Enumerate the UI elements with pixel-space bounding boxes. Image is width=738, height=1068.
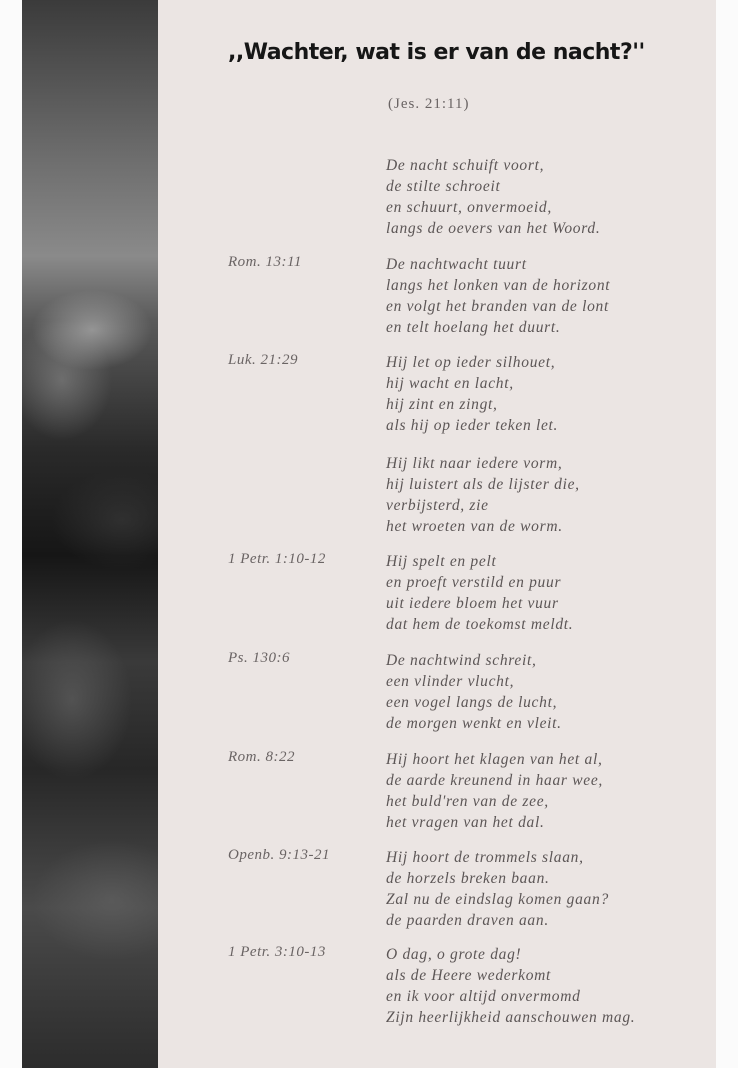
stanza-lines [386,749,603,833]
poem-line: en telt hoelang het duurt. [386,319,561,336]
poem-line: hij luistert als de lijster die, [386,476,580,493]
poem-line: de horzels breken baan. [386,870,550,887]
poem-line: Zal nu de eindslag komen gaan? [386,891,609,908]
poem-line: de morgen wenkt en vleit. [386,715,562,732]
bible-reference: Rom. 8:22 [228,749,295,765]
poem-line: als de Heere wederkomt [386,967,552,984]
poem-line: en volgt het branden van de lont [386,298,609,315]
poem-line: De nachtwind schreit, [386,652,537,669]
bible-reference: 1 Petr. 1:10-12 [228,551,326,567]
poem-line: het buld'ren van de zee, [386,793,549,810]
stanza-lines [386,254,610,338]
stanza-lines [386,944,635,1028]
poem-line: Hij hoort het klagen van het al, [386,751,603,768]
poem-line: De nachtwacht tuurt [386,256,527,273]
poem-line: Hij hoort de trommels slaan, [386,849,584,866]
poem-line: en ik voor altijd onvermomd [386,988,581,1005]
poem-line: langs het lonken van de horizont [386,277,611,294]
poem-title: ,,Wachter, wat is er van de nacht?'' [228,40,645,65]
poem-line: Zijn heerlijkheid aanschouwen mag. [386,1009,636,1026]
poem-line: Hij spelt en pelt [386,553,497,570]
poem-line: dat hem de toekomst meldt. [386,616,574,633]
poem-line: de stilte schroeit [386,178,501,195]
poem-source-reference: (Jes. 21:11) [388,96,470,112]
stanza-lines [386,847,609,931]
stanza-lines [386,352,558,436]
poem-line: de paarden draven aan. [386,912,549,929]
poem-line: hij zint en zingt, [386,396,498,413]
bible-reference: Openb. 9:13-21 [228,847,330,863]
poem-line: De nacht schuift voort, [386,157,545,174]
poem-line: Hij likt naar iedere vorm, [386,455,563,472]
bible-reference: Rom. 13:11 [228,254,302,270]
poem-line: als hij op ieder teken let. [386,417,559,434]
poem-line: O dag, o grote dag! [386,946,522,963]
poem-line: een vogel langs de lucht, [386,694,558,711]
bible-reference: Luk. 21:29 [228,352,298,368]
stanza-lines [386,551,573,635]
poem-line: uit iedere bloem het vuur [386,595,559,612]
stanza-lines [386,650,562,734]
poem-line: en schuurt, onvermoeid, [386,199,552,216]
poem-line: Hij let op ieder silhouet, [386,354,556,371]
poem-line: langs de oevers van het Woord. [386,220,601,237]
poem-line: het wroeten van de worm. [386,518,563,535]
bible-reference: 1 Petr. 3:10-13 [228,944,326,960]
rock-photo-strip [22,0,158,1068]
poem-line: en proeft verstild en puur [386,574,562,591]
poem-line: verbijsterd, zie [386,497,489,514]
poem-line: de aarde kreunend in haar wee, [386,772,603,789]
stanza-lines [386,155,600,239]
poem-line: hij wacht en lacht, [386,375,514,392]
bible-reference: Ps. 130:6 [228,650,290,666]
poem-line: het vragen van het dal. [386,814,545,831]
poem-line: een vlinder vlucht, [386,673,515,690]
stanza-lines [386,453,580,537]
